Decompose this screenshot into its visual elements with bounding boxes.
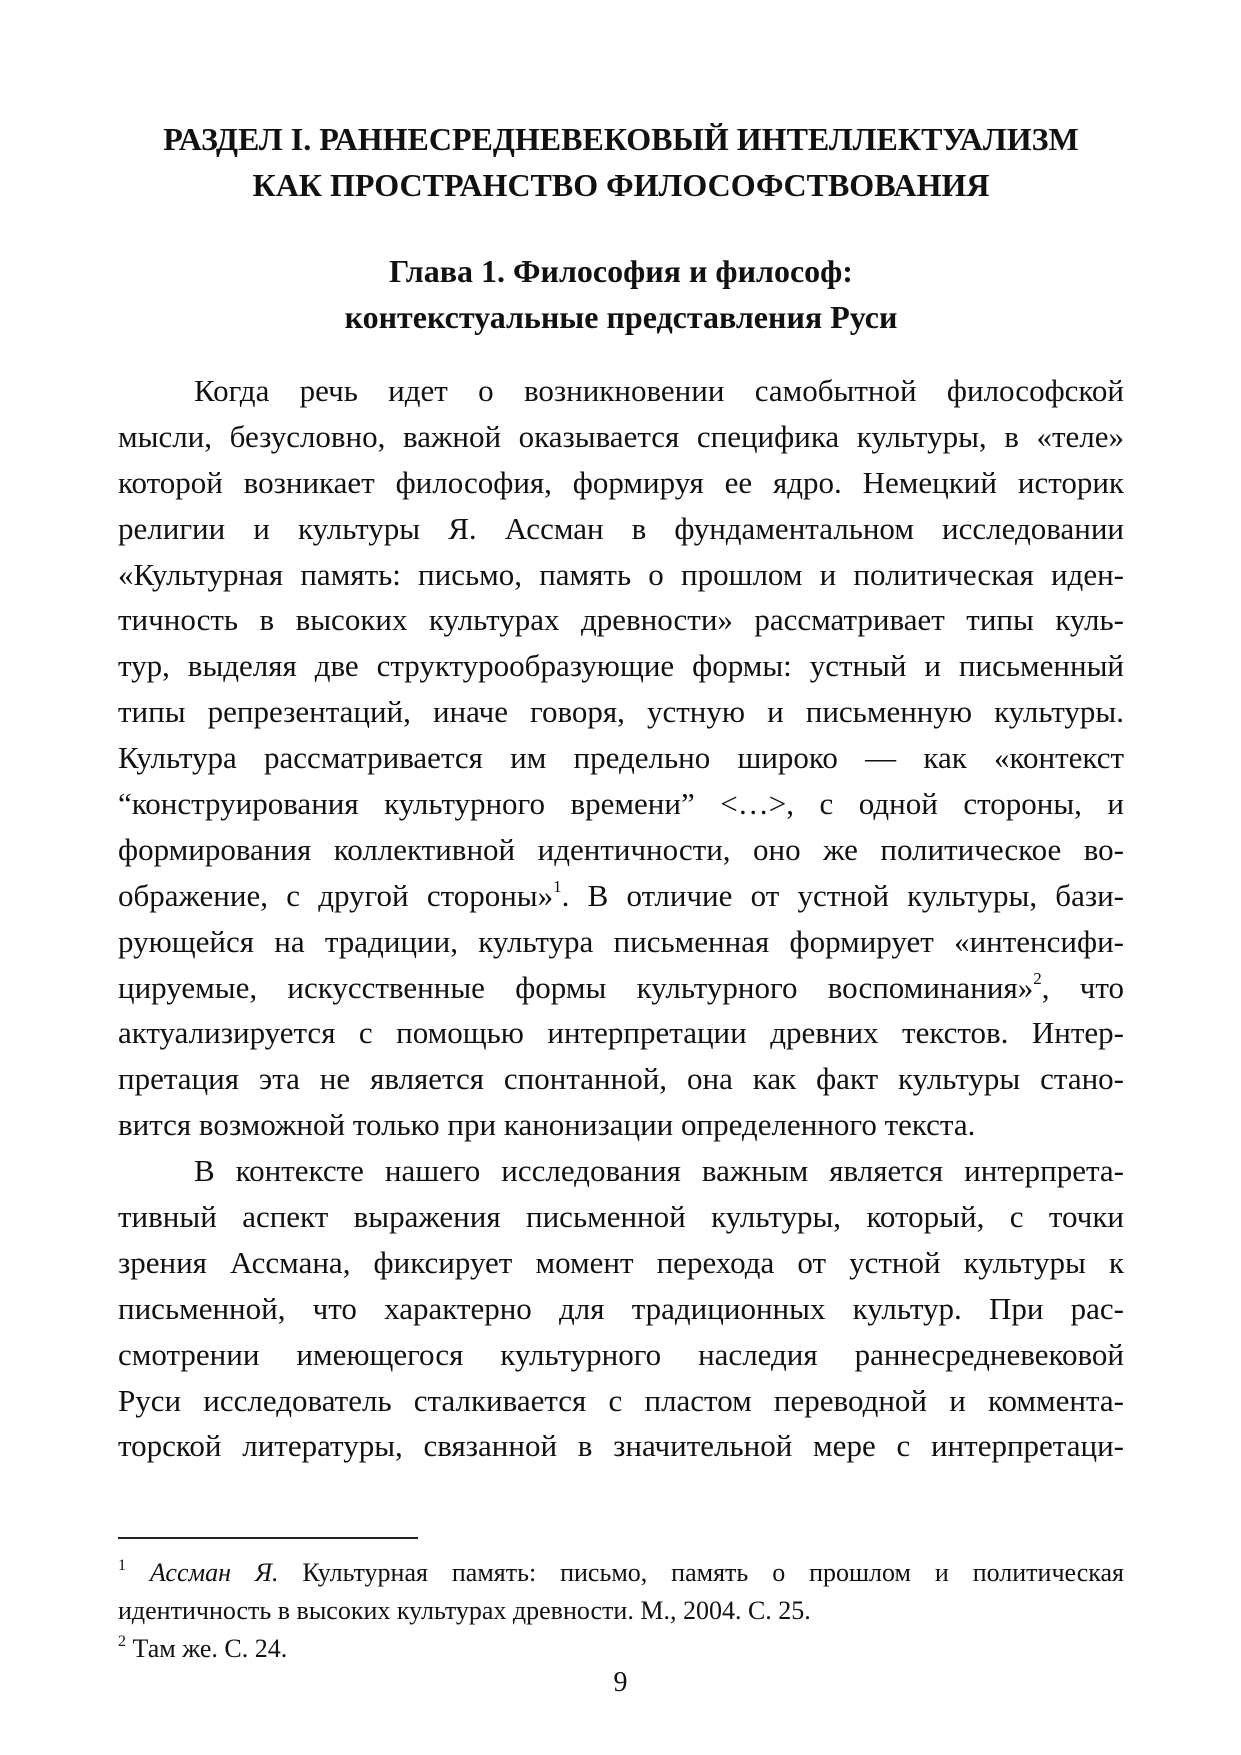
footnote-divider: [118, 1537, 418, 1539]
text-line: претация эта не является спонтанной, она как факт культуры стано-: [118, 1061, 1124, 1097]
text-line-with-footnote-ref-1: [118, 873, 1124, 919]
text-line: Культура рассматривается им предельно широко — как «контекст: [118, 740, 1124, 776]
text-line: типы репрезентаций, иначе говоря, устную и письменную культуры.: [118, 694, 1124, 730]
footnote-2-number: 2: [118, 1633, 126, 1650]
chapter-title-line-2: контекстуальные представления Руси: [344, 299, 898, 335]
text-line: тур, выделяя две структурообразующие формы: устный и письменный: [118, 648, 1124, 684]
chapter-title: [118, 248, 1124, 340]
text-line: письменной, что характерно для традиционных культур. При рас-: [118, 1290, 1124, 1326]
body-text: [118, 368, 1124, 1469]
text-line: вится возможной только при канонизации определенного текста.: [118, 1107, 976, 1143]
text-line: тивный аспект выражения письменной культуры, который, с точки: [118, 1199, 1124, 1235]
section-title: [118, 116, 1124, 208]
footnote-1-author: Ассман Я.: [149, 1558, 279, 1587]
text-line: Когда речь идет о возникновении самобытной философской: [194, 373, 1124, 408]
text-line: смотрении имеющегося культурного наследия раннесредневековой: [118, 1336, 1124, 1372]
footnote-1: [118, 1554, 1124, 1592]
section-title-line-2: КАК ПРОСТРАНСТВО ФИЛОСОФСТВОВАНИЯ: [252, 167, 990, 203]
footnotes: [118, 1554, 1124, 1668]
text-line: религии и культуры Я. Ассман в фундаментальном исследовании: [118, 510, 1124, 546]
footnote-2-text: Там же. С. 24.: [132, 1634, 288, 1663]
text-line: зрения Ассмана, фиксирует момент перехода от устной культуры к: [118, 1244, 1124, 1280]
footnote-ref-1[interactable]: 1: [553, 876, 562, 896]
footnote-2: [118, 1630, 1124, 1668]
text-line: «Культурная память: письмо, память о прошлом и политическая иден-: [118, 556, 1124, 592]
text-line: тичность в высоких культурах древности» рассматривает типы куль-: [118, 602, 1124, 638]
text-line: которой возникает философия, формируя ее ядро. Немецкий историк: [118, 464, 1124, 500]
text-line: “конструирования культурного времени” <…>, с одной стороны, и: [118, 786, 1124, 822]
section-title-line-1: РАЗДЕЛ I. РАННЕСРЕДНЕВЕКОВЫЙ ИНТЕЛЛЕКТУАЛИЗМ: [163, 121, 1079, 157]
text-segment: , что: [1041, 969, 1125, 1005]
text-line: В контексте нашего исследования важным является интерпрета-: [194, 1153, 1124, 1189]
page-number: 9: [613, 1667, 628, 1698]
paragraph-1: [118, 368, 1124, 1148]
footnote-1-number: 1: [118, 1557, 126, 1574]
chapter-title-line-1: Глава 1. Философия и философ:: [389, 253, 853, 289]
text-segment: цируемые, искусственные формы культурного воспоминания»: [118, 969, 1034, 1005]
text-line: рующейся на традиции, культура письменная формирует «интенсифи-: [118, 923, 1124, 959]
footnote-1-text: Культурная память: письмо, память о прошлом и политическая: [302, 1558, 1125, 1587]
paragraph-2: [118, 1148, 1124, 1469]
text-line: мысли, безусловно, важной оказывается специфика культуры, в «теле»: [118, 418, 1124, 454]
text-line: формирования коллективной идентичности, оно же политическое во-: [118, 831, 1124, 867]
text-segment: . В отличие от устной культуры, бази-: [561, 877, 1124, 913]
text-segment: ображение, с другой стороны»: [118, 877, 554, 913]
footnote-1-continuation: идентичность в высоких культурах древности. М., 2004. С. 25.: [118, 1596, 811, 1625]
text-line: Руси исследователь сталкивается с пластом переводной и коммента-: [118, 1382, 1124, 1418]
text-line-with-footnote-ref-2: [118, 965, 1124, 1011]
text-line: торской литературы, связанной в значительной мере с интерпретаци-: [118, 1428, 1124, 1464]
footnote-ref-2[interactable]: 2: [1033, 968, 1042, 988]
text-line: актуализируется с помощью интерпретации древних текстов. Интер-: [118, 1015, 1124, 1051]
